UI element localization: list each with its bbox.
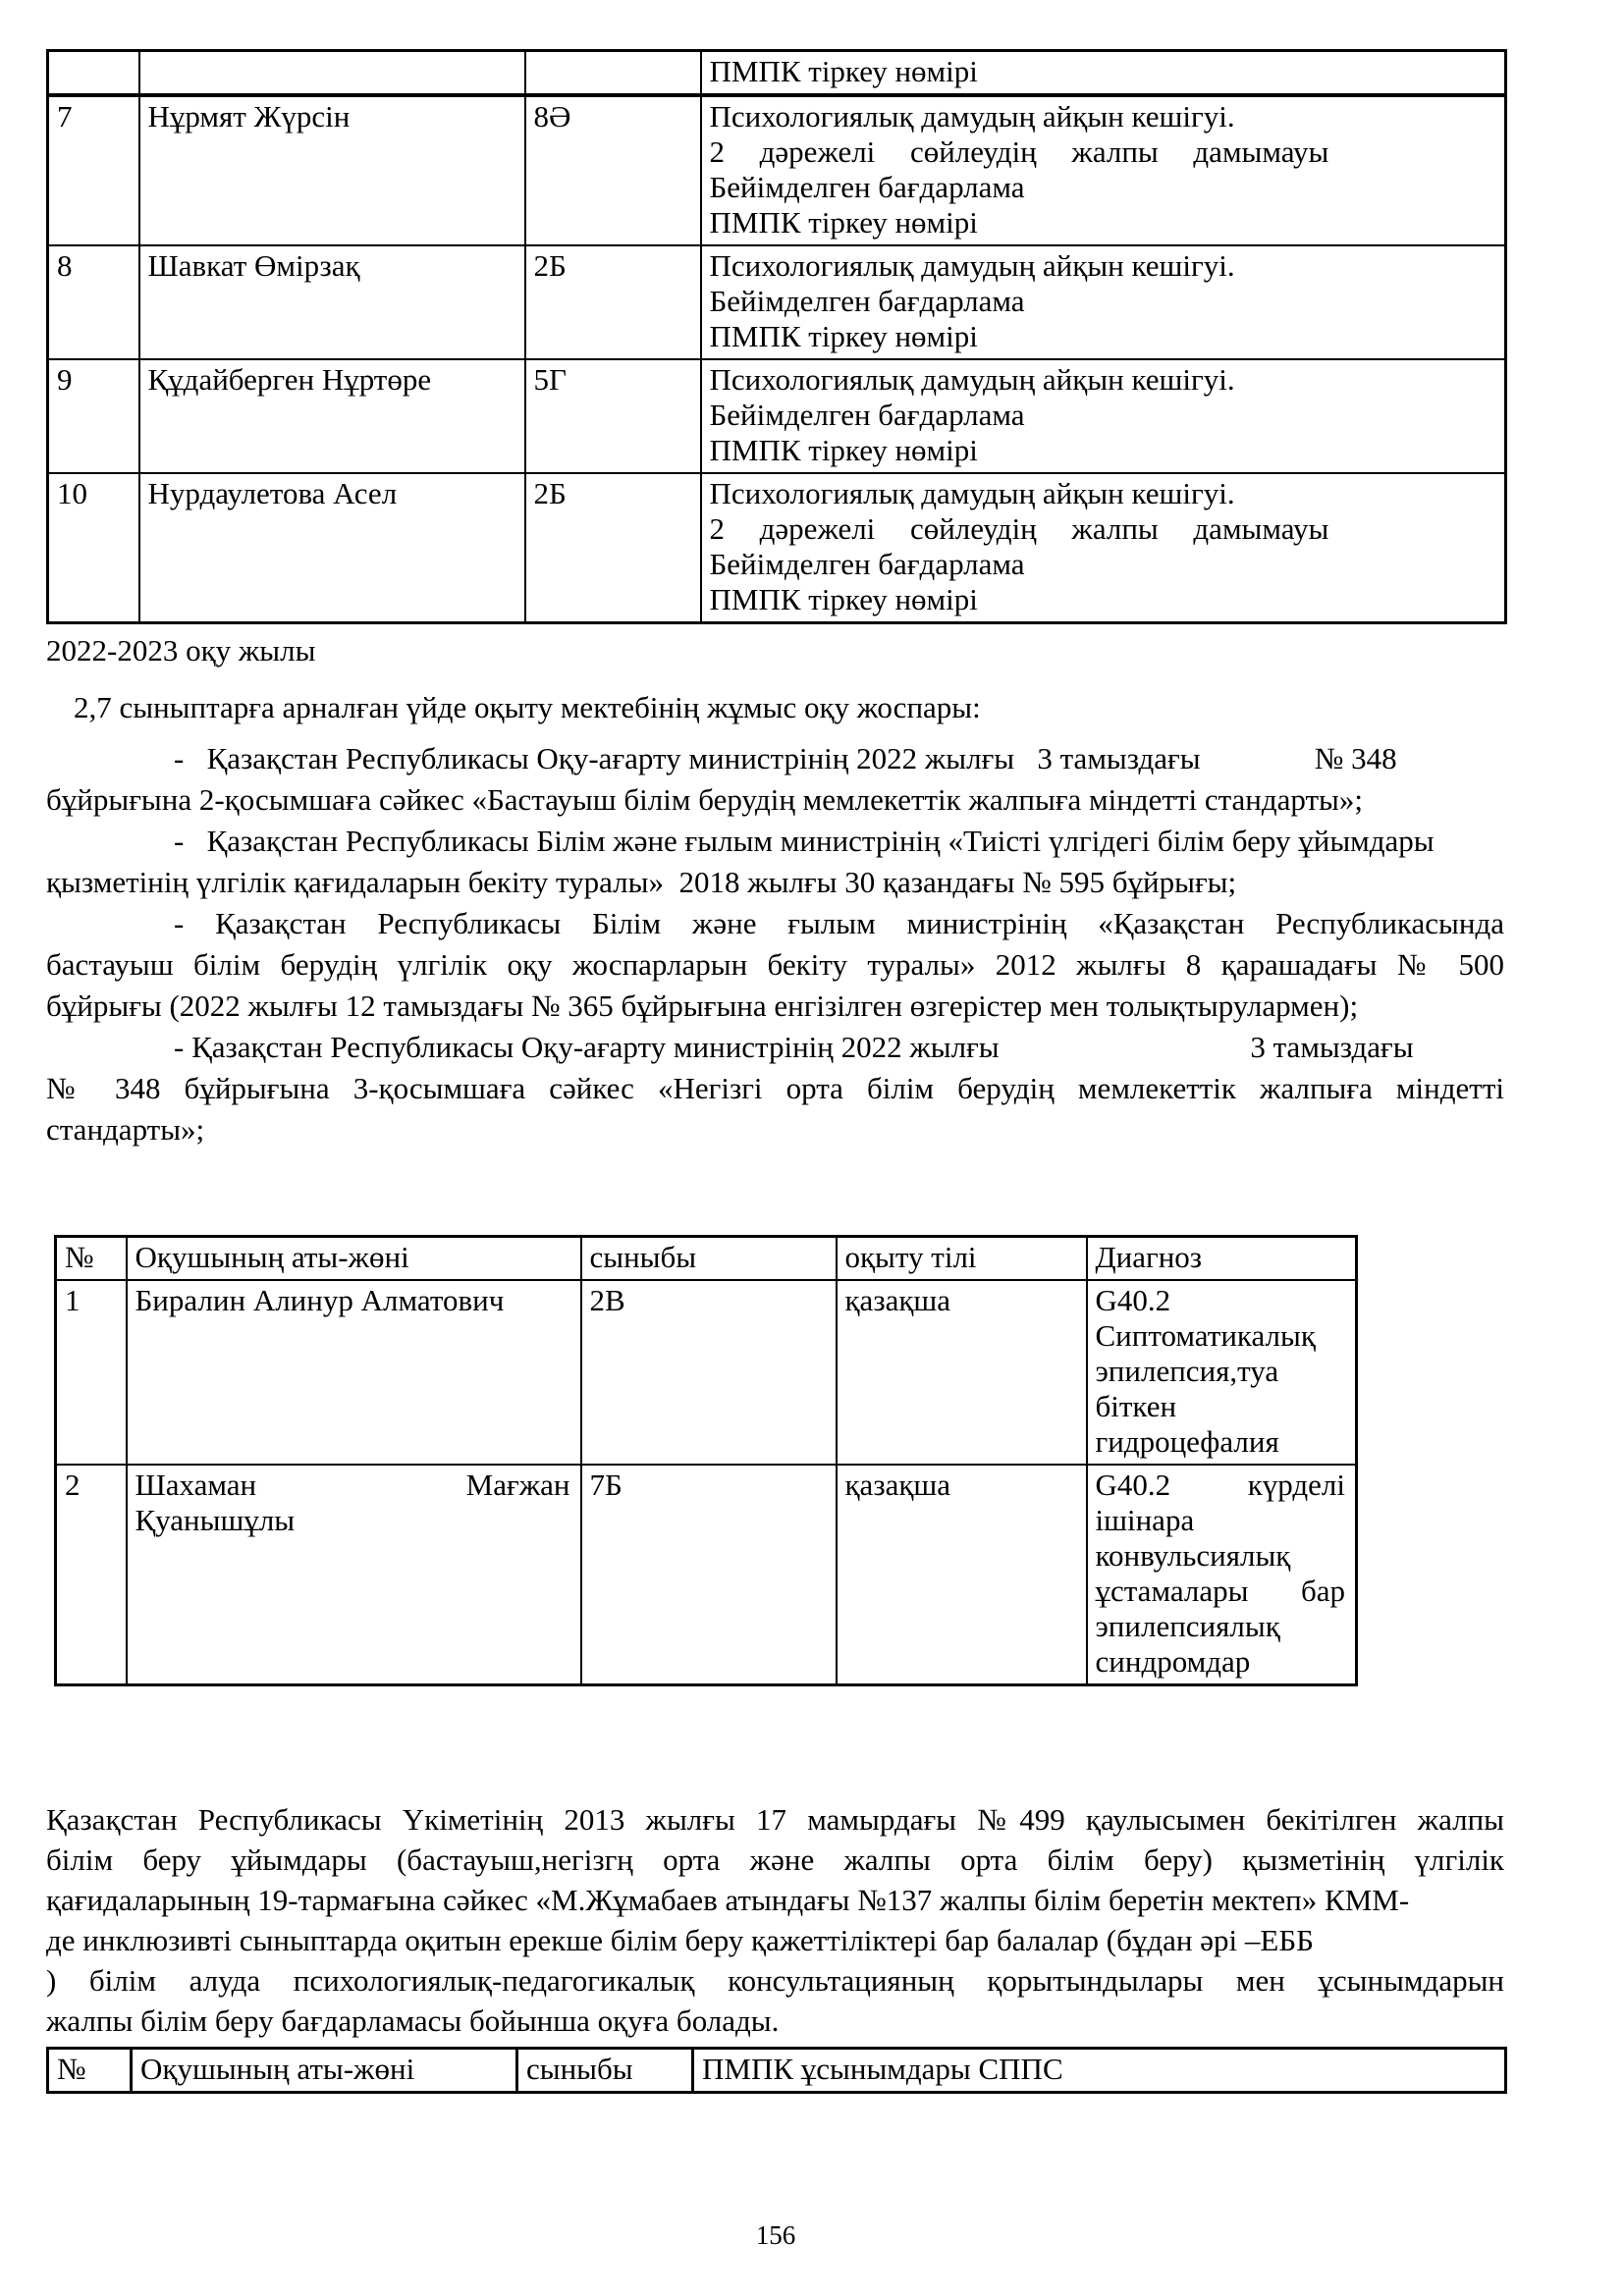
student-name-cell (139, 51, 525, 96)
recommendations-table-body (48, 2049, 1506, 2093)
grade-cell: 2Б (525, 245, 701, 359)
diagnosis-cell (701, 51, 1506, 96)
text-line: гидроцефалия (1095, 1424, 1279, 1459)
diagnosis-cell (701, 245, 1506, 359)
text-line: Психологиялық дамудың айқын кешігуі. (709, 476, 1235, 510)
text-line: Бейімделген бағдарлама (709, 170, 1025, 204)
student-name-cell: Құдайберген Нұртөре (139, 359, 525, 473)
paragraph-line: де инклюзивті сыныптарда оқитын ерекше білім беру қажеттіліктері бар балалар (бұдан әрі –ЕББ (46, 1923, 1314, 1957)
paragraph-line: ) білім алуда психологиялық-педагогикалық консультацияның қорытындылары мен ұсынымдарын (46, 1963, 1504, 1998)
paragraph-line: қағидаларының 19-тармағына сәйкес «М.Жұмабаев атындағы №137 жалпы білім беретін мектеп» КММ- (46, 1883, 1410, 1917)
column-header-cell: сыныбы (517, 2049, 693, 2093)
text-line: Психологиялық дамудың айқын кешігуі. (709, 362, 1235, 397)
diagnosis-cell (1087, 1280, 1357, 1465)
diagnosis-cell (1087, 1465, 1357, 1685)
student-name-cell: Нурдаулетова Асел (139, 473, 525, 623)
row-number-cell (48, 51, 139, 96)
table-row (56, 1280, 1357, 1465)
paragraph-line: жалпы білім беру бағдарламасы бойынша оқуға болады. (46, 2003, 780, 2038)
school-year-label: 2022-2023 оқу жылы (46, 633, 316, 667)
text-line: Шахаман Мағжан (135, 1468, 570, 1502)
students-table-middle-body (56, 1237, 1357, 1685)
column-header-cell: Диагноз (1087, 1237, 1357, 1281)
grade-cell: 2Б (525, 473, 701, 623)
paragraph-line: Қазақстан Республикасы Үкіметінің 2013 жылғы 17 мамырдағы №499 қаулысымен бекітілген жалпы (46, 1802, 1504, 1837)
table-header-row (48, 2049, 1506, 2093)
text-line: Бейімделген бағдарлама (709, 547, 1025, 581)
row-number-cell: 8 (48, 245, 139, 359)
table-row (48, 473, 1506, 623)
text-line: біткен (1095, 1389, 1177, 1423)
text-line: синдромдар (1095, 1644, 1251, 1679)
column-header-cell: ПМПК ұсынымдары СППС (693, 2049, 1506, 2093)
table-header-row (56, 1237, 1357, 1281)
paragraph-line: білім беру ұйымдары (бастауыш,негізгң орта және жалпы орта білім беру) қызметінің үлгілік (46, 1842, 1504, 1877)
paragraph-line: бұйрығына 2-қосымшаға сәйкес «Бастауыш білім берудің мемлекеттік жалпыға міндетті стандарты»; (46, 782, 1363, 817)
page-number: 156 (755, 2220, 796, 2250)
text-line: G40.2 (1095, 1283, 1171, 1317)
language-cell: қазақша (837, 1280, 1087, 1465)
text-line: Бейімделген бағдарлама (709, 284, 1025, 318)
text-line: ұстамалары бар (1095, 1574, 1345, 1608)
students-table-top-body (48, 51, 1506, 623)
ministry-orders-paragraphs (46, 738, 1504, 1150)
student-name-cell: Нұрмят Жүрсін (139, 95, 525, 245)
column-header-cell: № (48, 2049, 132, 2093)
row-number-cell: 1 (56, 1280, 127, 1465)
row-number-cell: 2 (56, 1465, 127, 1685)
paragraph-line: - Қазақстан Республикасы Білім және ғылым министрінің «Қазақстан Республикасында (174, 906, 1504, 940)
column-header-cell: оқыту тілі (837, 1237, 1087, 1281)
row-number-cell: 7 (48, 95, 139, 245)
column-header-cell: Оқушының аты-жөні (132, 2049, 517, 2093)
grade-cell: 5Г (525, 359, 701, 473)
text-line: ПМПК тіркеу нөмірі (709, 433, 978, 467)
text-line: ПМПК тіркеу нөмірі (709, 582, 978, 616)
students-table-top (46, 49, 1507, 624)
text-line: ішінара (1095, 1503, 1195, 1537)
paragraph-line: - Қазақстан Республикасы Оқу-ағарту министрінің 2022 жылғы 3 тамыздағы (174, 1030, 1414, 1064)
text-line: Қуанышұлы (135, 1503, 296, 1537)
grade-cell (525, 51, 701, 96)
grade-cell: 2В (581, 1280, 837, 1465)
diagnosis-cell (701, 95, 1506, 245)
diagnosis-cell (701, 359, 1506, 473)
student-name-cell (127, 1465, 581, 1685)
language-cell: қазақша (837, 1465, 1087, 1685)
table-row (48, 359, 1506, 473)
plan-heading: 2,7 сыныптарға арналған үйде оқыту мектебінің жұмыс оқу жоспары: (74, 690, 981, 724)
row-number-cell: 10 (48, 473, 139, 623)
text-line: ПМПК тіркеу нөмірі (709, 319, 978, 353)
paragraph-line: стандарты»; (46, 1112, 205, 1147)
grade-cell: 8Ә (525, 95, 701, 245)
grade-cell: 7Б (581, 1465, 837, 1685)
text-line: Психологиялық дамудың айқын кешігуі. (709, 99, 1235, 133)
column-header-cell: Оқушының аты-жөні (127, 1237, 581, 1281)
paragraph-line: бұйрығы (2022 жылғы 12 тамыздағы № 365 бұйрығына енгізілген өзгерістер мен толықтырулармен); (46, 988, 1359, 1023)
paragraph-line: - Қазақстан Республикасы Оқу-ағарту министрінің 2022 жылғы 3 тамыздағы № 348 (174, 741, 1397, 775)
text-line: ПМПК тіркеу нөмірі (709, 54, 978, 88)
recommendations-table-header (46, 2047, 1507, 2094)
paragraph-line: - Қазақстан Республикасы Білім және ғылым министрінің «Тиісті үлгідегі білім беру ұйымдары (174, 824, 1435, 858)
text-line: 2 дәрежелі сөйлеудің жалпы дамымауы (709, 511, 1329, 546)
text-line: эпилепсиялық (1095, 1609, 1280, 1643)
table-row (48, 245, 1506, 359)
paragraph-line: № 348 бұйрығына 3-қосымшаға сәйкес «Негізгі орта білім берудің мемлекеттік жалпыға міндетті (46, 1071, 1504, 1105)
text-line: Биралин Алинур Алматович (135, 1283, 505, 1317)
table-row-carryover (48, 51, 1506, 96)
text-line: G40.2 күрделі (1095, 1468, 1345, 1502)
text-line: ПМПК тіркеу нөмірі (709, 205, 978, 240)
text-line: эпилепсия,туа (1095, 1354, 1279, 1388)
row-number-cell: 9 (48, 359, 139, 473)
table-row (48, 95, 1506, 245)
student-name-cell (127, 1280, 581, 1465)
text-line: Сиптоматикалық (1095, 1318, 1316, 1353)
diagnosis-cell (701, 473, 1506, 623)
column-header-cell: сыныбы (581, 1237, 837, 1281)
text-line: конвульсиялық (1095, 1538, 1291, 1573)
paragraph-line: қызметінің үлгілік қағидаларын бекіту туралы» 2018 жылғы 30 қазандағы № 595 бұйрығы; (46, 865, 1237, 899)
column-header-cell: № (56, 1237, 127, 1281)
text-line: Психологиялық дамудың айқын кешігуі. (709, 248, 1235, 283)
paragraph-line: бастауыш білім берудің үлгілік оқу жоспарларын бекіту туралы» 2012 жылғы 8 қарашадағы № 500 (46, 947, 1504, 982)
closing-paragraph (46, 1799, 1504, 2041)
text-line: Бейімделген бағдарлама (709, 398, 1025, 432)
students-table-middle (54, 1235, 1358, 1686)
table-row (56, 1465, 1357, 1685)
student-name-cell: Шавкат Өмірзақ (139, 245, 525, 359)
text-line: 2 дәрежелі сөйлеудің жалпы дамымауы (709, 134, 1329, 169)
